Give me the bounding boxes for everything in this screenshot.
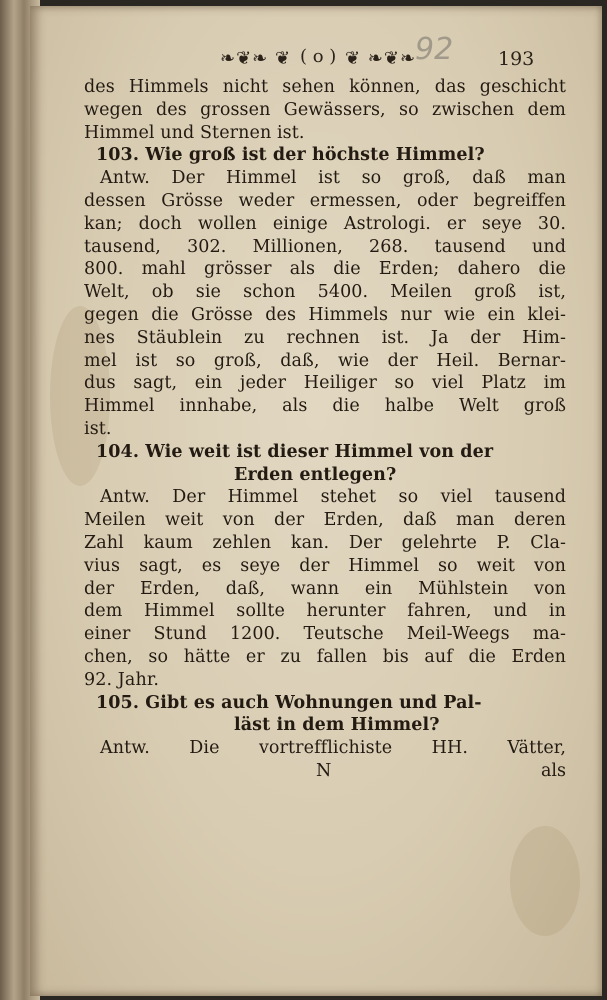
text-line: dem Himmel sollte herunter fahren, und in [84,601,566,622]
header-mark: ( o ) [300,46,337,67]
text-line: Himmel innhabe, als die halbe Welt groß [84,396,566,417]
text-line: Antw. Die vortrefflichiste HH. Vätter, [100,738,566,759]
catchword: als [540,760,566,781]
text-line: dessen Grösse weder ermessen, oder begreiffen [84,190,566,211]
text-line: des Himmels nicht sehen können, das geschicht [84,77,566,97]
text-line: dus sagt, ein jeder Heiliger so viel Platz im [84,373,566,394]
text-line: 92. Jahr. [84,669,160,690]
text-line: Meilen weit von der Erden, daß man deren [84,510,566,531]
paper-stain [510,826,580,936]
text-line: kan; doch wollen einige Astrologi. er seye 30. [84,213,566,234]
text-line: 800. mahl grösser als die Erden; dahero die [84,259,566,280]
text-line: der Erden, daß, wann ein Mühlstein von [84,578,566,599]
text-line: Himmel und Sternen ist. [84,122,305,143]
header-ornament-right: ❦ ❧❦❧ [345,48,417,69]
text-lines [84,76,566,760]
question-line: läst in dem Himmel? [234,715,440,736]
text-line: Welt, ob sie schon 5400. Meilen groß ist, [84,282,566,303]
question-line: Erden entlegen? [234,464,397,485]
running-header [30,32,602,72]
header-ornament-left: ❧❦❧ ❦ [220,48,292,69]
text-line: gegen die Grösse des Himmels nur wie ein klei- [84,304,566,325]
text-line: ist. [84,418,112,439]
pencil-annotation: 92 [415,32,454,67]
text-line: Antw. Der Himmel ist so groß, daß man [100,168,566,189]
body-text [84,76,566,783]
text-line: einer Stund 1200. Teutsche Meil-Weegs ma- [84,624,566,645]
footer-row [84,760,566,783]
signature-mark: N [316,760,332,781]
text-line: wegen des grossen Gewässers, so zwischen dem [84,99,566,120]
page-number: 193 [498,48,535,70]
question-line: 103. Wie groß ist der höchste Himmel? [96,145,485,166]
text-line: nes Stäublein zu rechnen ist. Ja der Him- [84,327,566,348]
text-line: Antw. Der Himmel stehet so viel tausend [100,487,566,508]
text-line: Zahl kaum zehlen kan. Der gelehrte P. Cla- [84,532,566,553]
text-line: chen, so hätte er zu fallen bis auf die Erden [84,646,566,667]
question-line: 104. Wie weit ist dieser Himmel von der [96,441,494,462]
text-line: mel ist so groß, daß, wie der Heil. Bernar- [84,350,566,371]
text-line: tausend, 302. Millionen, 268. tausend und [84,236,566,257]
question-line: 105. Gibt es auch Wohnungen und Pal- [96,692,482,713]
text-line: vius sagt, es seye der Himmel so weit von [84,555,566,576]
book-page [30,6,602,996]
